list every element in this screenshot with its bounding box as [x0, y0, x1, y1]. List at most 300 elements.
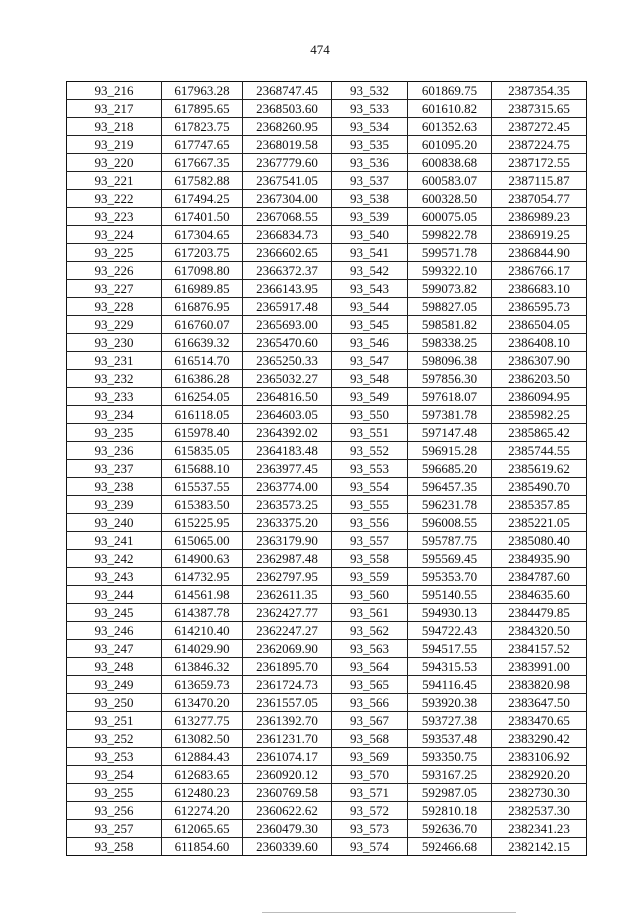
x-coordinate-cell: 617203.75 [162, 244, 243, 262]
point-id-cell: 93_222 [67, 190, 162, 208]
table-row [67, 460, 587, 478]
point-id-cell: 93_571 [332, 784, 408, 802]
y-coordinate-cell: 2386595.73 [492, 298, 587, 316]
x-coordinate-cell: 594315.53 [408, 658, 492, 676]
y-coordinate-cell: 2362797.95 [243, 568, 332, 586]
y-coordinate-cell: 2367541.05 [243, 172, 332, 190]
x-coordinate-cell: 593350.75 [408, 748, 492, 766]
point-id-cell: 93_257 [67, 820, 162, 838]
x-coordinate-cell: 594930.13 [408, 604, 492, 622]
x-coordinate-cell: 612480.23 [162, 784, 243, 802]
y-coordinate-cell: 2363179.90 [243, 532, 332, 550]
x-coordinate-cell: 597856.30 [408, 370, 492, 388]
y-coordinate-cell: 2361724.73 [243, 676, 332, 694]
y-coordinate-cell: 2384635.60 [492, 586, 587, 604]
x-coordinate-cell: 611854.60 [162, 838, 243, 856]
x-coordinate-cell: 616989.85 [162, 280, 243, 298]
y-coordinate-cell: 2387224.75 [492, 136, 587, 154]
x-coordinate-cell: 600583.07 [408, 172, 492, 190]
y-coordinate-cell: 2382730.30 [492, 784, 587, 802]
y-coordinate-cell: 2385865.42 [492, 424, 587, 442]
x-coordinate-cell: 617401.50 [162, 208, 243, 226]
x-coordinate-cell: 613277.75 [162, 712, 243, 730]
y-coordinate-cell: 2383470.65 [492, 712, 587, 730]
point-id-cell: 93_569 [332, 748, 408, 766]
point-id-cell: 93_532 [332, 82, 408, 100]
y-coordinate-cell: 2386766.17 [492, 262, 587, 280]
point-id-cell: 93_223 [67, 208, 162, 226]
table-row [67, 334, 587, 352]
x-coordinate-cell: 596008.55 [408, 514, 492, 532]
y-coordinate-cell: 2368260.95 [243, 118, 332, 136]
y-coordinate-cell: 2362069.90 [243, 640, 332, 658]
x-coordinate-cell: 596457.35 [408, 478, 492, 496]
point-id-cell: 93_553 [332, 460, 408, 478]
x-coordinate-cell: 598096.38 [408, 352, 492, 370]
y-coordinate-cell: 2365693.00 [243, 316, 332, 334]
y-coordinate-cell: 2365250.33 [243, 352, 332, 370]
x-coordinate-cell: 617494.25 [162, 190, 243, 208]
y-coordinate-cell: 2362427.77 [243, 604, 332, 622]
point-id-cell: 93_535 [332, 136, 408, 154]
point-id-cell: 93_550 [332, 406, 408, 424]
y-coordinate-cell: 2384479.85 [492, 604, 587, 622]
x-coordinate-cell: 594722.43 [408, 622, 492, 640]
point-id-cell: 93_255 [67, 784, 162, 802]
y-coordinate-cell: 2386989.23 [492, 208, 587, 226]
point-id-cell: 93_564 [332, 658, 408, 676]
y-coordinate-cell: 2387315.65 [492, 100, 587, 118]
x-coordinate-cell: 614210.40 [162, 622, 243, 640]
x-coordinate-cell: 592466.68 [408, 838, 492, 856]
x-coordinate-cell: 613470.20 [162, 694, 243, 712]
y-coordinate-cell: 2363375.20 [243, 514, 332, 532]
point-id-cell: 93_552 [332, 442, 408, 460]
x-coordinate-cell: 612683.65 [162, 766, 243, 784]
y-coordinate-cell: 2360622.62 [243, 802, 332, 820]
y-coordinate-cell: 2383106.92 [492, 748, 587, 766]
point-id-cell: 93_227 [67, 280, 162, 298]
point-id-cell: 93_243 [67, 568, 162, 586]
table-row [67, 730, 587, 748]
point-id-cell: 93_537 [332, 172, 408, 190]
point-id-cell: 93_544 [332, 298, 408, 316]
table-row [67, 370, 587, 388]
table-row [67, 514, 587, 532]
y-coordinate-cell: 2387115.87 [492, 172, 587, 190]
y-coordinate-cell: 2368019.58 [243, 136, 332, 154]
x-coordinate-cell: 601352.63 [408, 118, 492, 136]
point-id-cell: 93_225 [67, 244, 162, 262]
y-coordinate-cell: 2387272.45 [492, 118, 587, 136]
y-coordinate-cell: 2387354.35 [492, 82, 587, 100]
y-coordinate-cell: 2363774.00 [243, 478, 332, 496]
y-coordinate-cell: 2383820.98 [492, 676, 587, 694]
x-coordinate-cell: 601869.75 [408, 82, 492, 100]
y-coordinate-cell: 2383991.00 [492, 658, 587, 676]
y-coordinate-cell: 2382537.30 [492, 802, 587, 820]
x-coordinate-cell: 615688.10 [162, 460, 243, 478]
x-coordinate-cell: 593537.48 [408, 730, 492, 748]
y-coordinate-cell: 2361895.70 [243, 658, 332, 676]
x-coordinate-cell: 614561.98 [162, 586, 243, 604]
y-coordinate-cell: 2364183.48 [243, 442, 332, 460]
y-coordinate-cell: 2386307.90 [492, 352, 587, 370]
point-id-cell: 93_234 [67, 406, 162, 424]
y-coordinate-cell: 2384787.60 [492, 568, 587, 586]
point-id-cell: 93_557 [332, 532, 408, 550]
point-id-cell: 93_228 [67, 298, 162, 316]
x-coordinate-cell: 616876.95 [162, 298, 243, 316]
y-coordinate-cell: 2367779.60 [243, 154, 332, 172]
point-id-cell: 93_258 [67, 838, 162, 856]
point-id-cell: 93_556 [332, 514, 408, 532]
x-coordinate-cell: 593727.38 [408, 712, 492, 730]
y-coordinate-cell: 2361231.70 [243, 730, 332, 748]
y-coordinate-cell: 2387054.77 [492, 190, 587, 208]
point-id-cell: 93_543 [332, 280, 408, 298]
point-id-cell: 93_534 [332, 118, 408, 136]
table-row [67, 226, 587, 244]
x-coordinate-cell: 617304.65 [162, 226, 243, 244]
point-id-cell: 93_248 [67, 658, 162, 676]
point-id-cell: 93_559 [332, 568, 408, 586]
x-coordinate-cell: 612065.65 [162, 820, 243, 838]
x-coordinate-cell: 592987.05 [408, 784, 492, 802]
x-coordinate-cell: 614732.95 [162, 568, 243, 586]
x-coordinate-cell: 592636.70 [408, 820, 492, 838]
point-id-cell: 93_226 [67, 262, 162, 280]
point-id-cell: 93_244 [67, 586, 162, 604]
y-coordinate-cell: 2368747.45 [243, 82, 332, 100]
y-coordinate-cell: 2385982.25 [492, 406, 587, 424]
y-coordinate-cell: 2386203.50 [492, 370, 587, 388]
y-coordinate-cell: 2386919.25 [492, 226, 587, 244]
point-id-cell: 93_233 [67, 388, 162, 406]
point-id-cell: 93_566 [332, 694, 408, 712]
x-coordinate-cell: 595140.55 [408, 586, 492, 604]
x-coordinate-cell: 599073.82 [408, 280, 492, 298]
table-row [67, 658, 587, 676]
point-id-cell: 93_574 [332, 838, 408, 856]
point-id-cell: 93_253 [67, 748, 162, 766]
table-row [67, 586, 587, 604]
point-id-cell: 93_565 [332, 676, 408, 694]
table-row [67, 172, 587, 190]
coordinate-table-body [67, 82, 587, 856]
y-coordinate-cell: 2385357.85 [492, 496, 587, 514]
x-coordinate-cell: 617667.35 [162, 154, 243, 172]
point-id-cell: 93_563 [332, 640, 408, 658]
y-coordinate-cell: 2386504.05 [492, 316, 587, 334]
x-coordinate-cell: 616386.28 [162, 370, 243, 388]
table-row [67, 766, 587, 784]
x-coordinate-cell: 597147.48 [408, 424, 492, 442]
x-coordinate-cell: 615978.40 [162, 424, 243, 442]
point-id-cell: 93_220 [67, 154, 162, 172]
x-coordinate-cell: 613082.50 [162, 730, 243, 748]
page-number: 474 [310, 42, 330, 57]
y-coordinate-cell: 2385619.62 [492, 460, 587, 478]
y-coordinate-cell: 2364603.05 [243, 406, 332, 424]
y-coordinate-cell: 2360920.12 [243, 766, 332, 784]
point-id-cell: 93_570 [332, 766, 408, 784]
x-coordinate-cell: 600075.05 [408, 208, 492, 226]
table-row [67, 712, 587, 730]
coordinate-table [66, 81, 587, 856]
point-id-cell: 93_555 [332, 496, 408, 514]
point-id-cell: 93_249 [67, 676, 162, 694]
x-coordinate-cell: 593167.25 [408, 766, 492, 784]
point-id-cell: 93_232 [67, 370, 162, 388]
x-coordinate-cell: 614387.78 [162, 604, 243, 622]
point-id-cell: 93_533 [332, 100, 408, 118]
x-coordinate-cell: 617963.28 [162, 82, 243, 100]
x-coordinate-cell: 594116.45 [408, 676, 492, 694]
x-coordinate-cell: 597618.07 [408, 388, 492, 406]
table-row [67, 478, 587, 496]
x-coordinate-cell: 595569.45 [408, 550, 492, 568]
x-coordinate-cell: 617098.80 [162, 262, 243, 280]
y-coordinate-cell: 2366834.73 [243, 226, 332, 244]
x-coordinate-cell: 617895.65 [162, 100, 243, 118]
x-coordinate-cell: 598827.05 [408, 298, 492, 316]
y-coordinate-cell: 2361392.70 [243, 712, 332, 730]
table-row [67, 118, 587, 136]
point-id-cell: 93_229 [67, 316, 162, 334]
y-coordinate-cell: 2363977.45 [243, 460, 332, 478]
point-id-cell: 93_240 [67, 514, 162, 532]
x-coordinate-cell: 596231.78 [408, 496, 492, 514]
x-coordinate-cell: 596915.28 [408, 442, 492, 460]
point-id-cell: 93_219 [67, 136, 162, 154]
point-id-cell: 93_547 [332, 352, 408, 370]
x-coordinate-cell: 592810.18 [408, 802, 492, 820]
table-row [67, 604, 587, 622]
table-row [67, 424, 587, 442]
point-id-cell: 93_545 [332, 316, 408, 334]
x-coordinate-cell: 596685.20 [408, 460, 492, 478]
y-coordinate-cell: 2362611.35 [243, 586, 332, 604]
point-id-cell: 93_536 [332, 154, 408, 172]
table-row [67, 136, 587, 154]
x-coordinate-cell: 594517.55 [408, 640, 492, 658]
table-row [67, 838, 587, 856]
x-coordinate-cell: 600838.68 [408, 154, 492, 172]
point-id-cell: 93_572 [332, 802, 408, 820]
table-row [67, 550, 587, 568]
point-id-cell: 93_245 [67, 604, 162, 622]
table-row [67, 820, 587, 838]
point-id-cell: 93_242 [67, 550, 162, 568]
table-row [67, 442, 587, 460]
table-row [67, 262, 587, 280]
point-id-cell: 93_573 [332, 820, 408, 838]
point-id-cell: 93_542 [332, 262, 408, 280]
table-row [67, 100, 587, 118]
table-row [67, 568, 587, 586]
point-id-cell: 93_250 [67, 694, 162, 712]
y-coordinate-cell: 2361557.05 [243, 694, 332, 712]
y-coordinate-cell: 2382341.23 [492, 820, 587, 838]
point-id-cell: 93_247 [67, 640, 162, 658]
point-id-cell: 93_567 [332, 712, 408, 730]
x-coordinate-cell: 595353.70 [408, 568, 492, 586]
y-coordinate-cell: 2386408.10 [492, 334, 587, 352]
y-coordinate-cell: 2362247.27 [243, 622, 332, 640]
point-id-cell: 93_568 [332, 730, 408, 748]
x-coordinate-cell: 598338.25 [408, 334, 492, 352]
point-id-cell: 93_560 [332, 586, 408, 604]
y-coordinate-cell: 2383647.50 [492, 694, 587, 712]
point-id-cell: 93_216 [67, 82, 162, 100]
bottom-rule [262, 912, 516, 913]
table-row [67, 694, 587, 712]
x-coordinate-cell: 615225.95 [162, 514, 243, 532]
x-coordinate-cell: 615835.05 [162, 442, 243, 460]
table-row [67, 640, 587, 658]
table-row [67, 208, 587, 226]
table-row [67, 190, 587, 208]
x-coordinate-cell: 613846.32 [162, 658, 243, 676]
table-row [67, 298, 587, 316]
table-row [67, 802, 587, 820]
y-coordinate-cell: 2382142.15 [492, 838, 587, 856]
x-coordinate-cell: 614900.63 [162, 550, 243, 568]
x-coordinate-cell: 597381.78 [408, 406, 492, 424]
point-id-cell: 93_239 [67, 496, 162, 514]
x-coordinate-cell: 617747.65 [162, 136, 243, 154]
table-row [67, 406, 587, 424]
table-row [67, 82, 587, 100]
point-id-cell: 93_549 [332, 388, 408, 406]
x-coordinate-cell: 615065.00 [162, 532, 243, 550]
point-id-cell: 93_217 [67, 100, 162, 118]
table-row [67, 316, 587, 334]
x-coordinate-cell: 616118.05 [162, 406, 243, 424]
x-coordinate-cell: 598581.82 [408, 316, 492, 334]
point-id-cell: 93_237 [67, 460, 162, 478]
x-coordinate-cell: 616514.70 [162, 352, 243, 370]
y-coordinate-cell: 2364816.50 [243, 388, 332, 406]
x-coordinate-cell: 615537.55 [162, 478, 243, 496]
y-coordinate-cell: 2366143.95 [243, 280, 332, 298]
table-row [67, 496, 587, 514]
y-coordinate-cell: 2386844.90 [492, 244, 587, 262]
y-coordinate-cell: 2361074.17 [243, 748, 332, 766]
y-coordinate-cell: 2384320.50 [492, 622, 587, 640]
point-id-cell: 93_235 [67, 424, 162, 442]
y-coordinate-cell: 2382920.20 [492, 766, 587, 784]
point-id-cell: 93_546 [332, 334, 408, 352]
table-row [67, 154, 587, 172]
y-coordinate-cell: 2366372.37 [243, 262, 332, 280]
y-coordinate-cell: 2366602.65 [243, 244, 332, 262]
y-coordinate-cell: 2364392.02 [243, 424, 332, 442]
x-coordinate-cell: 599322.10 [408, 262, 492, 280]
point-id-cell: 93_562 [332, 622, 408, 640]
table-row [67, 748, 587, 766]
point-id-cell: 93_256 [67, 802, 162, 820]
x-coordinate-cell: 595787.75 [408, 532, 492, 550]
x-coordinate-cell: 593920.38 [408, 694, 492, 712]
y-coordinate-cell: 2385744.55 [492, 442, 587, 460]
y-coordinate-cell: 2362987.48 [243, 550, 332, 568]
y-coordinate-cell: 2365917.48 [243, 298, 332, 316]
point-id-cell: 93_246 [67, 622, 162, 640]
y-coordinate-cell: 2386094.95 [492, 388, 587, 406]
point-id-cell: 93_541 [332, 244, 408, 262]
x-coordinate-cell: 599822.78 [408, 226, 492, 244]
point-id-cell: 93_218 [67, 118, 162, 136]
y-coordinate-cell: 2385221.05 [492, 514, 587, 532]
y-coordinate-cell: 2367068.55 [243, 208, 332, 226]
point-id-cell: 93_548 [332, 370, 408, 388]
x-coordinate-cell: 612884.43 [162, 748, 243, 766]
y-coordinate-cell: 2384157.52 [492, 640, 587, 658]
x-coordinate-cell: 600328.50 [408, 190, 492, 208]
x-coordinate-cell: 601610.82 [408, 100, 492, 118]
point-id-cell: 93_230 [67, 334, 162, 352]
y-coordinate-cell: 2360339.60 [243, 838, 332, 856]
y-coordinate-cell: 2387172.55 [492, 154, 587, 172]
x-coordinate-cell: 615383.50 [162, 496, 243, 514]
table-row [67, 676, 587, 694]
point-id-cell: 93_241 [67, 532, 162, 550]
x-coordinate-cell: 612274.20 [162, 802, 243, 820]
point-id-cell: 93_238 [67, 478, 162, 496]
point-id-cell: 93_231 [67, 352, 162, 370]
point-id-cell: 93_224 [67, 226, 162, 244]
y-coordinate-cell: 2368503.60 [243, 100, 332, 118]
y-coordinate-cell: 2385080.40 [492, 532, 587, 550]
y-coordinate-cell: 2360769.58 [243, 784, 332, 802]
x-coordinate-cell: 601095.20 [408, 136, 492, 154]
table-row [67, 784, 587, 802]
y-coordinate-cell: 2363573.25 [243, 496, 332, 514]
x-coordinate-cell: 614029.90 [162, 640, 243, 658]
y-coordinate-cell: 2386683.10 [492, 280, 587, 298]
x-coordinate-cell: 599571.78 [408, 244, 492, 262]
y-coordinate-cell: 2385490.70 [492, 478, 587, 496]
x-coordinate-cell: 616760.07 [162, 316, 243, 334]
y-coordinate-cell: 2367304.00 [243, 190, 332, 208]
y-coordinate-cell: 2383290.42 [492, 730, 587, 748]
point-id-cell: 93_551 [332, 424, 408, 442]
point-id-cell: 93_539 [332, 208, 408, 226]
table-row [67, 532, 587, 550]
y-coordinate-cell: 2365470.60 [243, 334, 332, 352]
point-id-cell: 93_254 [67, 766, 162, 784]
x-coordinate-cell: 617582.88 [162, 172, 243, 190]
table-row [67, 280, 587, 298]
point-id-cell: 93_236 [67, 442, 162, 460]
x-coordinate-cell: 617823.75 [162, 118, 243, 136]
point-id-cell: 93_561 [332, 604, 408, 622]
x-coordinate-cell: 616639.32 [162, 334, 243, 352]
point-id-cell: 93_558 [332, 550, 408, 568]
y-coordinate-cell: 2365032.27 [243, 370, 332, 388]
point-id-cell: 93_554 [332, 478, 408, 496]
table-row [67, 244, 587, 262]
point-id-cell: 93_251 [67, 712, 162, 730]
y-coordinate-cell: 2384935.90 [492, 550, 587, 568]
point-id-cell: 93_221 [67, 172, 162, 190]
table-row [67, 622, 587, 640]
y-coordinate-cell: 2360479.30 [243, 820, 332, 838]
table-row [67, 352, 587, 370]
point-id-cell: 93_540 [332, 226, 408, 244]
